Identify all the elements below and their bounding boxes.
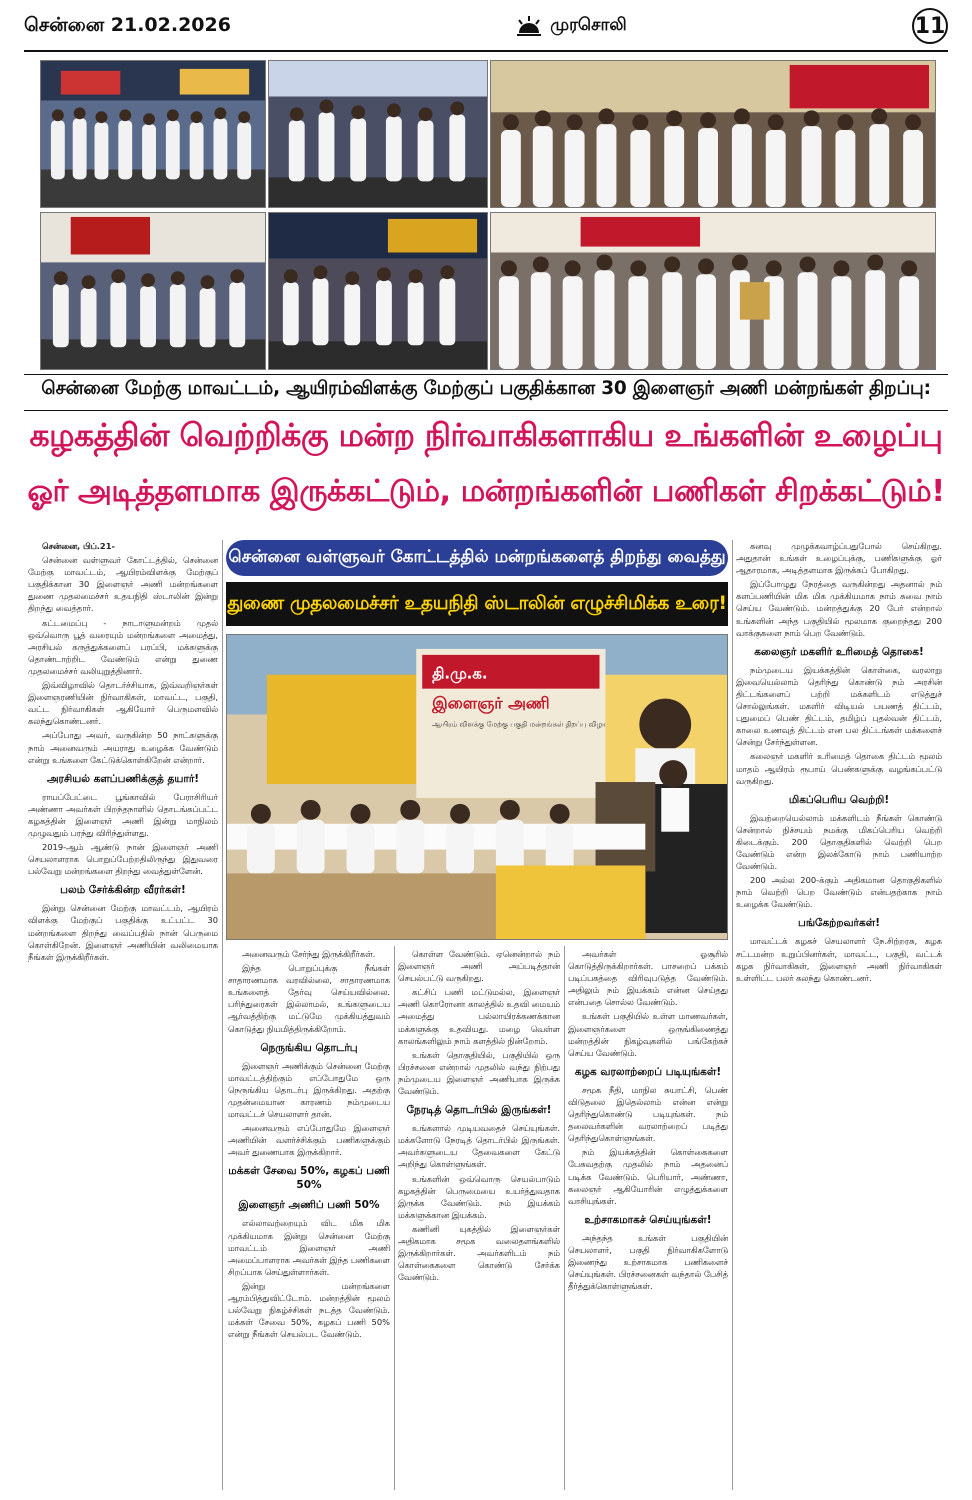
subhead: மிகப்பெரிய வெற்றி! (788, 793, 890, 806)
dateline: சென்னை, பிப்.21- (42, 541, 115, 551)
paragraph: அந்தந்த உங்கள் பகுதியின் செயலாளர், பகுதி நிர்வாகிகளோடு இணைந்து உற்சாகமாக பணிகளைச் செய்யுங்கள். பிரச்சனைகள் வந்தால் பேசித் தீர்த்துக்கொள்ளுங்கள். (568, 1232, 728, 1292)
rising-sun-icon (516, 15, 542, 37)
masthead-rule (24, 50, 948, 52)
article-column-5 (736, 540, 942, 1490)
paragraph: உங்களின் ஒவ்வொரு செயல்பாடும் கழகத்தின் பெருமையை உயர்த்துவதாக இருக்க வேண்டும். நம் இயக்கம் மக்களுக்கான இயக்கம். (398, 1173, 560, 1220)
paragraph: இந்த பொறுப்புக்கு நீங்கள் சாதாரணமாக வரவில்லை, சாதாரணமாக உங்களைத் தேர்வு செய்யவில்லை. பரிந்துரைகள் இல்லாமல், உங்களுடைய ஆர்வத்திற்கு மட்டுமே முக்கியத்துவம் கொடுத்து நியமித்திருக்கிறோம். (228, 963, 390, 1034)
article-column-1 (28, 540, 218, 1490)
paper-branding (231, 15, 912, 37)
collage-rule (24, 374, 948, 375)
paragraph: நம்முடைய இயக்கத்தின் கொள்கை, வரலாறு இவையெல்லாம் தெரிந்து கொண்டு நம் அரசின் திட்டங்களைப் பற்றி மக்களிடம் எடுத்துச் சொல்லுங்கள். மகளிர் விடியல் பயணத் திட்டம், புதுமைப் பெண் திட்டம், தமிழ்ப் புதல்வன் திட்டம், காலை உணவுத் திட்டம் என பல திட்டங்கள் மக்களைச் சென்று சேர்ந்துள்ளன. (736, 664, 942, 748)
paragraph: சென்னை வள்ளுவர் கோட்டத்தில், சென்னை மேற்கு மாவட்டம், ஆயிரம்விளக்கு மேற்குப் பகுதிக்கான 30 இளைஞர் அணி மன்றங்களை துணை முதலமைச்சர் உதயநிதி ஸ்டாலின் இன்று திறந்து வைத்தார். (28, 555, 218, 614)
paragraph: உங்கள் பகுதியில் உள்ள மாணவர்கள், இளைஞர்களை ஒருங்கிணைத்து மன்றத்தின் நிகழ்வுகளில் பங்கேற்கச் செய்ய வேண்டும். (568, 1011, 728, 1058)
paragraph: கணினி யுகத்தில் இளைஞர்கள் அதிகமாக சமூக வலைதளங்களில் இருக்கிறார்கள். அவர்களிடம் நம் கொள்கைகளை கொண்டு சேர்க்க வேண்டும். (398, 1223, 560, 1283)
paragraph: ராயப்பேட்டை பூங்காவில் பேராசிரியர் அண்ணா அவர்கள் பிறந்தநாளில் தொடங்கப்பட்ட கழகத்தின் இளைஞர் அணி இன்று மாநிலம் முழுவதும் பரந்து விரிந்துள்ளது. (28, 791, 218, 838)
paragraph: மாவட்டக் கழகச் செயலாளர் நே.சிற்றரசு, கழக சட்டமன்ற உறுப்பினர்கள், மாவட்ட, பகுதி, வட்டக் கழக நிர்வாகிகள், இளைஞர் அணி நிர்வாகிகள் உள்ளிட்ட பலர் கலந்து கொண்டனர். (736, 936, 942, 983)
subhead: உற்சாகமாகச் செய்யுங்கள்! (584, 1213, 712, 1226)
sub-banner (226, 540, 728, 628)
event-photo-6 (490, 212, 936, 370)
page-number: 11 (912, 8, 948, 44)
paragraph: அப்போது அவர், வருகின்ற 50 நாட்களுக்கு நாம் அனைவரும் அயராது உழைக்க வேண்டும் என்று உங்களை கேட்டுக்கொள்கிறேன் என்றார். (28, 730, 218, 765)
paragraph: இன்று சென்னை மேற்கு மாவட்டம், ஆயிரம் விளக்கு மேற்குப் பகுதிக்கு உட்பட்ட 30 மன்றங்களை திறந்து வைப்பதில் நான் பெருமை கொள்கிறேன். இளைஞர் அணியின் வலிமையாக நீங்கள் இருக்கிறீர்கள். (28, 903, 218, 962)
subhead: பலம் சேர்க்கின்ற வீரர்கள்! (60, 884, 186, 897)
paragraph: உங்களால் முடியவதைச் செய்யுங்கள். மக்களோடு நேரடித் தொடர்பில் இருங்கள். அவர்களுடைய தேவைகளை கேட்டு அறிந்து கொள்ளுங்கள். (398, 1123, 560, 1170)
subhead: கலைஞர் மகளிர் உரிமைத் தொகை! (754, 645, 924, 658)
event-photo-2 (268, 60, 488, 208)
photo-banner-party: தி.மு.க. (432, 664, 488, 683)
sub-banner-line-2: துணை முதலமைச்சர் உதயநிதி ஸ்டாலின் எழுச்சிமிக்க உரை! (226, 582, 728, 626)
paragraph: கட்டமைப்பு - நாடாளுமன்றம் முதல் ஒவ்வொரு பூத் வரையும் மன்றங்களை அமைத்து, அரசியல் கருத்துக்களைப் பரப்பி, மக்களுக்கு தொண்டாற்றிட வேண்டும் என்று துணை முதலமைச்சர் வலியுறுத்தினார். (28, 617, 218, 676)
subhead: கழக வரலாற்றைப் படியுங்கள்! (574, 1065, 722, 1078)
paragraph: அனைவரும் சேர்ந்து இருக்கிறீர்கள். (242, 949, 376, 959)
paragraph: அனைவரும் எப்போதுமே இளைஞர் அணியின் வளர்ச்சிக்கும் பணிகளுக்கும் அவர் துணையாக இருக்கிறார். (228, 1123, 390, 1158)
kicker-rule (24, 410, 948, 411)
subhead: இளைஞர் அணிப் பணி 50% (238, 1199, 380, 1212)
subhead: நேரடித் தொடர்பில் இருங்கள்! (406, 1104, 552, 1117)
photo-banner-event: ஆயிரம் விளக்கு மேற்கு பகுதி மன்றங்கள் திறப்பு விழா (432, 720, 606, 729)
paragraph: கொள்ள வேண்டும். ஏனென்றால் நம் இளைஞர் அணி அப்படித்தான் செயல்பட்டு வருகிறது. (398, 949, 560, 984)
paragraph: 2019-ஆம் ஆண்டு நான் இளைஞர் அணி செயலாளராக பொறுப்பேற்றதிலிருந்து இதுவரை பல்வேறு மன்றங்களை திறந்து வைத்துள்ளேன். (28, 842, 218, 877)
headline-line-1: கழகத்தின் வெற்றிக்கு மன்ற நிர்வாகிகளாகிய உங்களின் உழைப்பு (29, 418, 943, 454)
column-rule-4 (564, 946, 565, 1490)
subhead: அரசியல் களப்பணிக்குத் தயார்! (46, 772, 200, 785)
paragraph: 200 அல்ல 200-க்கும் அதிகமான தொகுதிகளில் நாம் வெற்றி பெற வேண்டும் என்பதற்காக நாம் உழைக்க வேண்டும். (736, 875, 942, 910)
headline-line-2: ஓர் அடித்தளமாக இருக்கட்டும், மன்றங்களின் பணிகள் சிறக்கட்டும்! (27, 474, 945, 509)
city-date: சென்னை 21.02.2026 (24, 13, 231, 36)
event-photo-5 (268, 212, 488, 370)
headline-kicker: சென்னை மேற்கு மாவட்டம், ஆயிரம்விளக்கு மேற்குப் பகுதிக்கான 30 இளைஞர் அணி மன்றங்கள் திறப்பு: (41, 378, 931, 399)
paragraph: உங்கள் தொகுதியில், பகுதியில் ஒரு பிரச்சனை என்றால் முதலில் வந்து நிற்பது நம்முடைய இளைஞர் அணியாக இருக்க வேண்டும். (398, 1049, 560, 1097)
paragraph: எல்லாவற்றையும் விட மிக மிக முக்கியமாக இன்று சென்னை மேற்கு மாவட்டம் இளைஞர் அணி அமைப்பாளராக அவர்கள் இந்த பணிகளை சிறப்பாக செய்துள்ளார்கள். (228, 1218, 390, 1277)
subhead: பங்கேற்றவர்கள்! (798, 917, 880, 930)
paragraph: இப்போழுது நேரத்தை வருகின்றது அதனால் நம் களப்பணியின் மிக மிக முக்கியமாக நாம் சுவை நாம் செய்ய வேண்டும். மன்றத்துக்கு 20 பேர் என்றால் உங்களின் அந்த பகுதியில் மூலமாக குறைந்தது 200 வாக்குகளை நாம் பெற வேண்டும். (736, 579, 942, 638)
column-rule-1 (222, 540, 223, 1490)
event-photo-4 (40, 212, 266, 370)
column-rule-3 (394, 946, 395, 1490)
paper-name: முரசொலி (550, 15, 627, 35)
subhead: நெருங்கிய தொடர்பு (260, 1041, 358, 1054)
paragraph: கட்சிப் பணி மட்டுமல்ல, இளைஞர் அணி கொரோனா காலத்தில் உதவி மையம் அமைத்து பல்லாயிரக்கணக்கான மக்களுக்கு உதவியது. மழை வெள்ள காலங்களிலும் நாம் களத்தில் நின்றோம். (398, 987, 560, 1046)
article-column-4 (568, 948, 728, 1490)
photo-banner-wing: இளைஞர் அணி (432, 693, 550, 713)
event-photo-1 (40, 60, 266, 208)
paragraph: நம் இயக்கத்தின் கொள்கைகளை பேசுவதற்கு முதலில் நாம் அதனைப் படிக்க வேண்டும். பெரியார், அண்ணா, கலைஞர் ஆகியோரின் எழுத்துக்களை வாசியுங்கள். (568, 1147, 728, 1206)
paragraph: அவர்கள் ஓசூரில் கொடுத்திருக்கிறார்கள். பாசறைப் பக்கம் படிப்பகத்தை விரிவுபடுத்த வேண்டும். அதிலும் நம் இயக்கம் என்ன செய்தது என்பதை சொல்ல வேண்டும். (568, 949, 728, 1008)
subhead: மக்கள் சேவை 50%, கழகப் பணி 50% (228, 1165, 390, 1192)
paragraph: இன்று மன்றங்களை ஆரம்பித்துவிட்டோம். மன்றத்தின் மூலம் பல்வேறு நிகழ்ச்சிகள் நடத்த வேண்டும். மக்கள் சேவை 50%, கழகப் பணி 50% என்று நீங்கள் செயல்பட வேண்டும். (228, 1280, 390, 1340)
paragraph: இவற்றையெல்லாம் மக்களிடம் நீங்கள் கொண்டு சென்றால் நிச்சயம் நமக்கு மிகப்பெரிய வெற்றி கிடைக்கும். 200 தொகுதிகளில் வெற்றி பெற வேண்டும் என்ற இலக்கோடு நாம் பணியாற்ற வேண்டும். (736, 812, 942, 872)
paragraph: சமூக நீதி, மாநில சுயாட்சி, பெண் விடுதலை இதெல்லாம் என்ன என்று தெரிந்துகொண்டு படியுங்கள். நம் தலைவர்களின் வரலாற்றைப் படித்து தெரிந்துகொள்ளுங்கள். (568, 1084, 728, 1144)
sub-banner-line-1: சென்னை வள்ளுவர் கோட்டத்தில் மன்றங்களைத் திறந்து வைத்து (226, 540, 728, 576)
paragraph: கலைஞர் மகளிர் உரிமைத் தொகை திட்டம் மூலம் மாதம் ஆயிரம் ரூபாய் பெண்களுக்கு வழங்கப்பட்டு வருகிறது. (736, 751, 942, 786)
main-event-photo (226, 634, 728, 940)
paragraph: கனவு முழுக்கவாழ்ப்பதுபோல் செய்கிறது. அதுதான் உங்கள் உழைப்புக்கு, பணிகளுக்கு ஓர் ஆதாரமாக, அடித்தளமாக இருக்கப் போகிறது. (736, 541, 942, 576)
paragraph: இளைஞர் அணிக்கும் சென்னை மேற்கு மாவட்டத்திற்கும் எப்போதுமே ஒரு நெருங்கிய தொடர்பு இருக்கிறது. அதற்கு முதன்மையான காரணம் நம்முடைய மாவட்டச் செயலாளர் தான். (228, 1060, 390, 1120)
paragraph: இவ்விழாவில் தொடர்ச்சியாக, இவ்வறிஞர்கள் இளைஞரணியின் நிர்வாகிகள், மாவட்ட, பகுதி, வட்ட நிர்வாகிகள் ஆகியோர் பெருமளவில் கலந்துகொண்டனர். (28, 680, 218, 727)
article-column-3 (398, 948, 560, 1490)
masthead (24, 6, 948, 46)
article-column-2 (228, 948, 390, 1490)
column-rule-2 (732, 540, 733, 1490)
event-photo-3 (490, 60, 936, 208)
